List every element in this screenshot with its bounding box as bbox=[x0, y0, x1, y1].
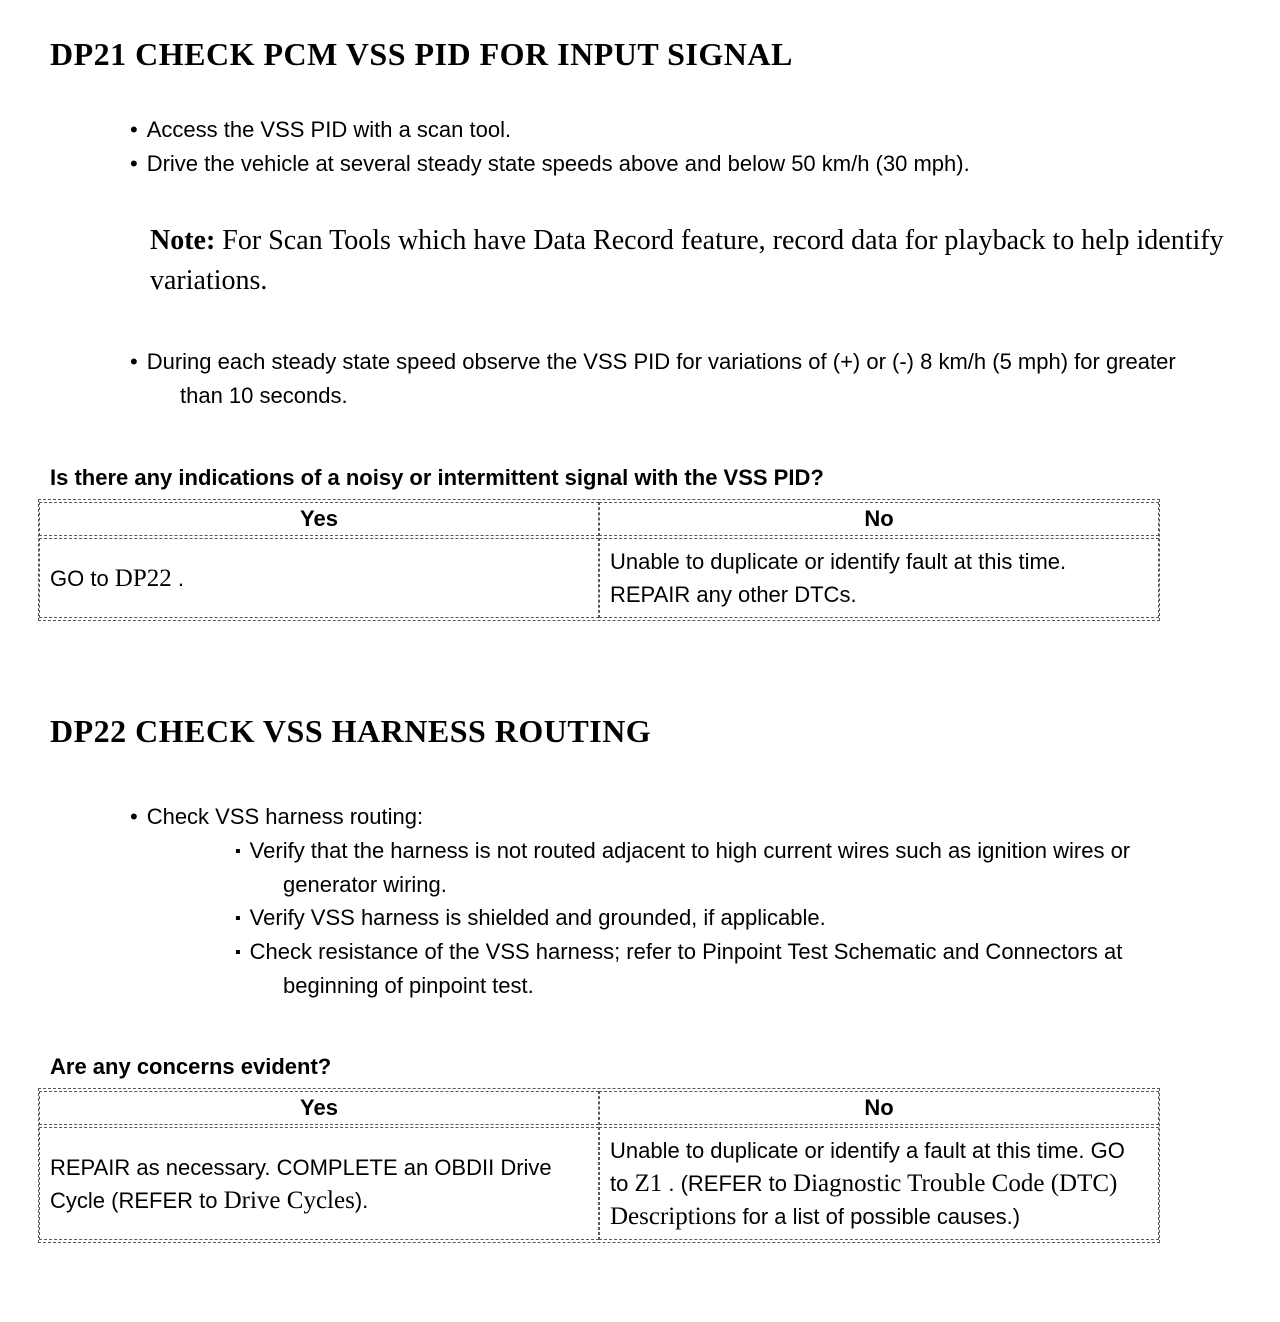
section-dp21 bbox=[50, 36, 1240, 621]
dp21-decision-table bbox=[38, 499, 1160, 621]
dp21-question: Is there any indications of a noisy or intermittent signal with the VSS PID? bbox=[50, 465, 824, 490]
dp22-no-action-cell bbox=[599, 1127, 1159, 1240]
no-action-text: . (REFER to bbox=[662, 1171, 794, 1196]
dp21-bullet-list-continued bbox=[130, 345, 1195, 413]
bullet-text: During each steady state speed observe the VSS PID for variations of (+) or (-) 8 km/h (5 mph) for greater than 10 seconds. bbox=[146, 349, 1176, 408]
bullet-item bbox=[130, 800, 1195, 834]
dp21-no-action-cell: Unable to duplicate or identify fault at this time. REPAIR any other DTCs. bbox=[599, 538, 1159, 618]
note-text: For Scan Tools which have Data Record feature, record data for playback to help identify variations. bbox=[150, 225, 1224, 296]
table-body-row bbox=[39, 538, 1159, 618]
z1-reference-link[interactable]: Z1 bbox=[634, 1170, 663, 1197]
drive-cycles-reference-link[interactable]: Drive Cycles bbox=[223, 1186, 355, 1214]
bullet-text: Drive the vehicle at several steady state speeds above and below 50 km/h (30 mph). bbox=[146, 151, 970, 176]
dp22-decision-table bbox=[38, 1088, 1160, 1243]
table-header-row bbox=[39, 502, 1159, 536]
no-column-header: No bbox=[599, 502, 1159, 536]
table-header-row bbox=[39, 1091, 1159, 1125]
yes-action-text: REPAIR as necessary. COMPLETE an OBDII Drive Cycle (REFER to bbox=[50, 1154, 552, 1213]
bullet-item bbox=[130, 147, 1195, 181]
yes-action-text: ). bbox=[354, 1187, 369, 1213]
yes-action-text: . bbox=[171, 565, 184, 591]
note-label: Note: bbox=[150, 225, 216, 256]
dtc-descriptions-reference-link[interactable]: Diagnostic Trouble Code (DTC) Descriptions bbox=[610, 1170, 1118, 1230]
dp22-sub-bullet-list bbox=[235, 834, 1195, 1002]
bullet-text: Access the VSS PID with a scan tool. bbox=[146, 117, 512, 142]
dp21-yes-action-cell bbox=[39, 538, 599, 618]
bullet-item bbox=[130, 345, 1195, 413]
yes-column-header: Yes bbox=[39, 502, 599, 536]
no-action-text: for a list of possible causes.) bbox=[736, 1204, 1021, 1229]
sub-bullet-item bbox=[235, 834, 1195, 901]
dp22-bullet-list bbox=[130, 800, 1195, 1002]
sub-bullet-item bbox=[235, 901, 1195, 935]
no-action-text: Unable to duplicate or identify a fault at this time. GO to bbox=[610, 1138, 1125, 1196]
dp21-bullet-list bbox=[130, 113, 1195, 181]
yes-action-text: GO to bbox=[50, 565, 115, 591]
bullet-text: Check VSS harness routing: bbox=[146, 804, 424, 829]
dp22-reference-link[interactable]: DP22 bbox=[114, 564, 172, 592]
dp22-section-title: DP22 CHECK VSS HARNESS ROUTING bbox=[50, 713, 652, 749]
note-block bbox=[150, 221, 1225, 301]
section-dp22 bbox=[50, 713, 1240, 1243]
sub-bullet-text: Verify VSS harness is shielded and grounded, if applicable. bbox=[249, 905, 826, 930]
bullet-item bbox=[130, 113, 1195, 147]
sub-bullet-text: Check resistance of the VSS harness; refer to Pinpoint Test Schematic and Connectors at beginning of pinpoint test. bbox=[249, 939, 1123, 998]
sub-bullet-text: Verify that the harness is not routed adjacent to high current wires such as ignition wires or generator wiring. bbox=[249, 838, 1131, 897]
table-body-row bbox=[39, 1127, 1159, 1240]
dp22-yes-action-cell bbox=[39, 1127, 599, 1240]
no-column-header: No bbox=[599, 1091, 1159, 1125]
dp22-question: Are any concerns evident? bbox=[50, 1054, 332, 1079]
sub-bullet-item bbox=[235, 935, 1195, 1002]
dp21-section-title: DP21 CHECK PCM VSS PID FOR INPUT SIGNAL bbox=[50, 36, 793, 72]
yes-column-header: Yes bbox=[39, 1091, 599, 1125]
